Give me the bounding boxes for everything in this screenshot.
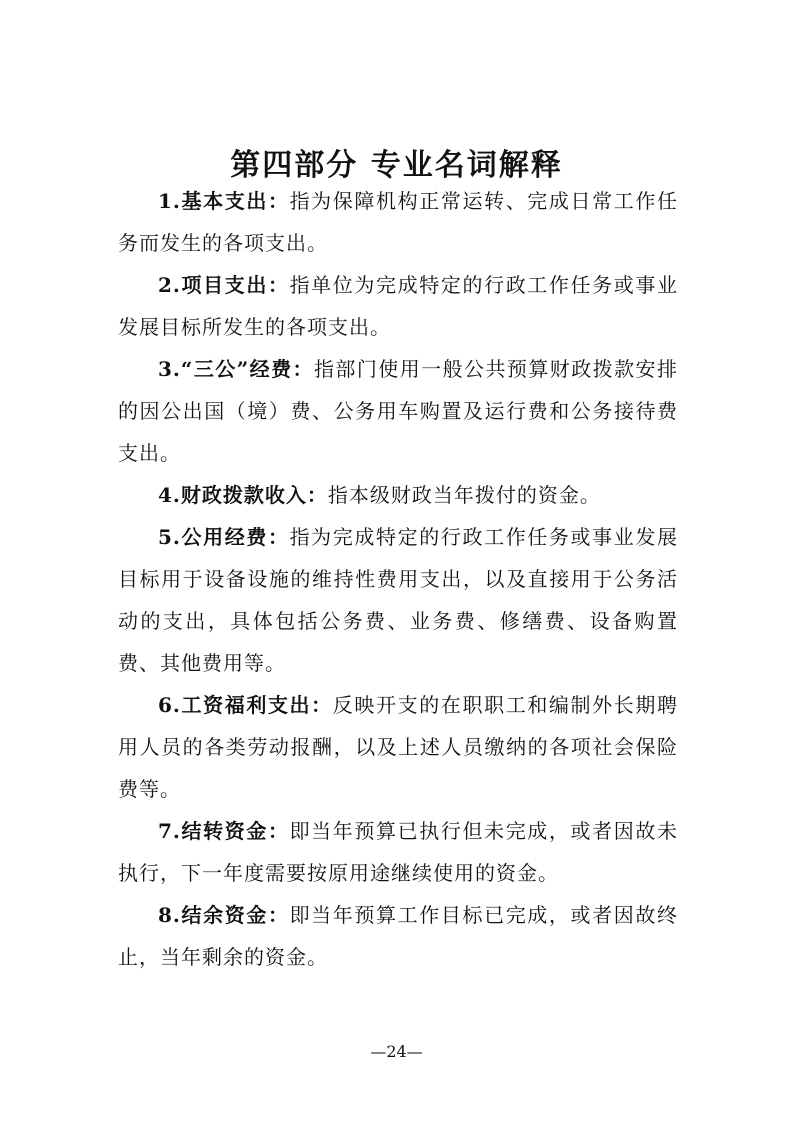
glossary-item <box>118 348 678 474</box>
section-title: 第四部分 专业名词解释 <box>230 148 563 183</box>
glossary-item <box>118 894 678 978</box>
glossary-term: 3.“三公”经费： <box>158 357 314 381</box>
glossary-definition: 指为完成特定的行政工作任务或事业发展目标用于设备设施的维持性费用支出，以及直接用于公务活动的支出，具体包括公务费、业务费、修缮费、设备购置费、其他费用等。 <box>118 525 678 675</box>
glossary-definition: 指为保障机构正常运转、完成日常工作任务而发生的各项支出。 <box>118 189 678 255</box>
glossary-term: 8.结余资金： <box>158 903 290 927</box>
glossary-definition: 指单位为完成特定的行政工作任务或事业发展目标所发生的各项支出。 <box>118 273 678 339</box>
glossary-term: 7.结转资金： <box>158 819 290 843</box>
glossary-item <box>118 684 678 810</box>
glossary-item <box>118 264 678 348</box>
glossary-item <box>118 180 678 264</box>
glossary-definition: 即当年预算已执行但未完成，或者因故未执行，下一年度需要按原用途继续使用的资金。 <box>118 819 678 885</box>
glossary-term: 4.财政拨款收入： <box>158 483 328 507</box>
glossary-definition: 指本级财政当年拨付的资金。 <box>327 483 601 507</box>
glossary-term: 6.工资福利支出： <box>158 693 333 717</box>
glossary-term: 5.公用经费： <box>158 525 290 549</box>
page-number: —24— <box>370 1042 423 1061</box>
glossary-definition: 反映开支的在职职工和编制外长期聘用人员的各类劳动报酬，以及上述人员缴纳的各项社会保险费等。 <box>118 693 678 801</box>
glossary-item <box>118 474 678 516</box>
glossary-definition: 指部门使用一般公共预算财政拨款安排的因公出国（境）费、公务用车购置及运行费和公务接待费支出。 <box>118 357 679 465</box>
glossary-item <box>118 810 678 894</box>
glossary-definition: 即当年预算工作目标已完成，或者因故终止，当年剩余的资金。 <box>118 903 678 969</box>
glossary-content <box>118 180 678 978</box>
glossary-term: 1.基本支出： <box>158 189 290 213</box>
glossary-term: 2.项目支出： <box>158 273 290 297</box>
glossary-item <box>118 516 678 684</box>
